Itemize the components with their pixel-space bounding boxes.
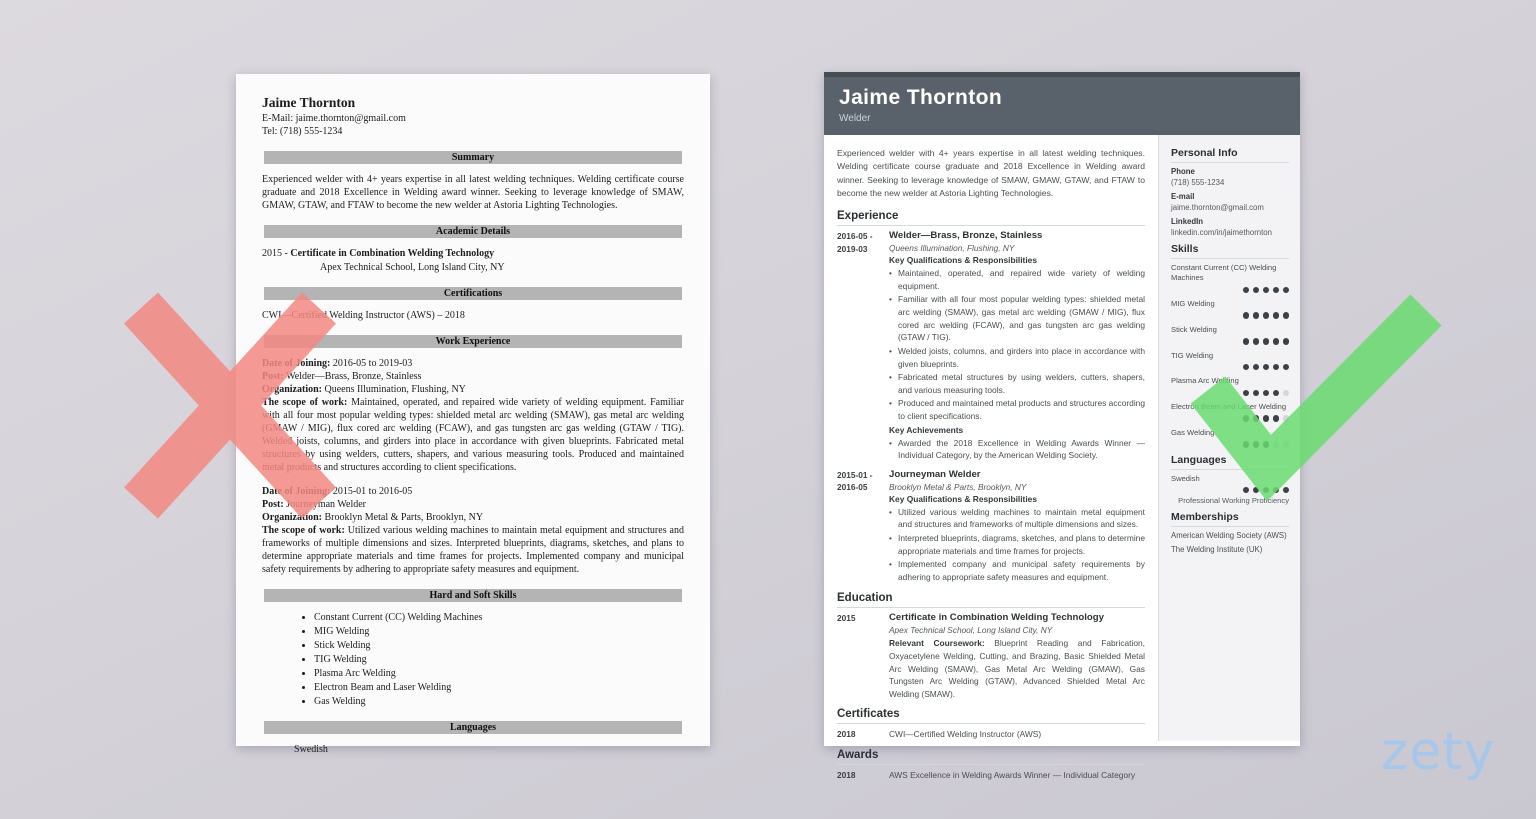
sidebar-heading-memberships: Memberships bbox=[1171, 511, 1289, 527]
dot-filled bbox=[1253, 364, 1260, 371]
sidebar-skill bbox=[1171, 351, 1289, 371]
achievements-list bbox=[889, 437, 1145, 462]
section-bar-languages: Languages bbox=[264, 721, 682, 734]
sidebar-skill-name: Constant Current (CC) Welding Machines bbox=[1171, 263, 1277, 283]
work-field-label: Organization: bbox=[262, 511, 325, 523]
work-field-label: Date of Joining: bbox=[262, 485, 333, 497]
certification-text: CWI—Certified Welding Instructor (AWS) – 2018 bbox=[262, 309, 465, 321]
skill-level-dots bbox=[1171, 441, 1289, 448]
qualifications-label: Key Qualifications & Responsibilities bbox=[889, 255, 1037, 266]
right-resume-job-title: Welder bbox=[839, 113, 871, 124]
work-field: Post: Welder—Brass, Bronze, Stainless bbox=[262, 370, 422, 382]
work-field-label: Organization: bbox=[262, 383, 325, 395]
sidebar-heading-personal-info: Personal Info bbox=[1171, 147, 1289, 163]
work-scope: The scope of work: Maintained, operated, and repaired wide variety of welding equipment. Familiar with all four most popular welding types: shielded metal arc welding (SMAW), gas metal arc welding (GMAW / MIG), flux cored arc welding (FCAW), and gas tungsten arc gas welding (GTAW / TIG). Welded joists, columns, and girders into place in accordance with given blueprints. Fabricated metal structures by using welders, cutters, shapers, and various measuring tools. Produced and maintained metal products and structures according to client specifications. bbox=[262, 396, 684, 473]
sidebar-language bbox=[1171, 474, 1289, 506]
zety-logo[interactable]: zety bbox=[1381, 722, 1496, 782]
education-degree: Certificate in Combination Welding Technology bbox=[889, 612, 1104, 624]
dot-filled bbox=[1253, 415, 1260, 422]
sidebar-skill bbox=[1171, 402, 1289, 422]
sidebar-skill-name: Plasma Arc Welding bbox=[1171, 376, 1239, 386]
left-resume-phone: Tel: (718) 555-1234 bbox=[262, 125, 343, 137]
dot-filled bbox=[1283, 487, 1290, 494]
skill-level-dots bbox=[1171, 390, 1289, 397]
work-field: Post: Journeyman Welder bbox=[262, 498, 366, 510]
dot-filled bbox=[1273, 312, 1280, 319]
section-bar-skills: Hard and Soft Skills bbox=[264, 589, 682, 602]
dot-filled bbox=[1243, 415, 1250, 422]
sidebar-heading-languages: Languages bbox=[1171, 454, 1289, 470]
experience-company: Brooklyn Metal & Parts, Brooklyn, NY bbox=[889, 481, 1027, 492]
languages-list: Swedish bbox=[294, 743, 328, 755]
award-entry bbox=[837, 769, 1145, 781]
work-entry bbox=[262, 357, 684, 474]
sidebar-skill-name: Gas Welding bbox=[1171, 427, 1215, 437]
dot-filled bbox=[1243, 390, 1250, 397]
section-bar-work-experience: Work Experience bbox=[264, 335, 682, 348]
qualification-item: • Utilized various welding machines to maintain metal equipment and structures and frameworks of multiple dimensions and sizes. bbox=[889, 506, 1145, 531]
achievement-item: • Awarded the 2018 Excellence in Welding Awards Winner — Individual Category, by the American Welding Society. bbox=[889, 437, 1145, 462]
certificate-text: CWI—Certified Welding Instructor (AWS) bbox=[889, 729, 1042, 740]
personal-info-field bbox=[1171, 192, 1289, 212]
qualification-item: • Familiar with all four most popular welding types: shielded metal arc welding (SMAW), gas metal arc welding (GMAW / MIG), flux cored arc welding (FCAW), and gas tungsten arc gas welding (GTAW / TIG). bbox=[889, 293, 1145, 343]
sidebar-skill bbox=[1171, 299, 1289, 319]
skill-bullet-item: • Plasma Arc Welding bbox=[314, 667, 684, 680]
field-value: jaime.thornton@gmail.com bbox=[1171, 203, 1264, 212]
section-heading-experience: Experience bbox=[837, 210, 1145, 226]
experience-entry bbox=[837, 230, 1145, 463]
dot-empty bbox=[1283, 390, 1290, 397]
left-resume-name: Jaime Thornton bbox=[262, 95, 356, 110]
resume-sidebar bbox=[1158, 135, 1300, 741]
qualification-item: • Interpreted blueprints, diagrams, sketches, and plans to determine appropriate materials and time frames for projects. bbox=[889, 532, 1145, 557]
dot-filled bbox=[1243, 441, 1250, 448]
date-start: 2016-05 - bbox=[837, 231, 873, 242]
skill-level-dots bbox=[1171, 487, 1289, 494]
language-proficiency-caption: Professional Working Proficiency bbox=[1178, 496, 1289, 506]
work-field: Organization: Brooklyn Metal & Parts, Brooklyn, NY bbox=[262, 511, 484, 523]
sidebar-memberships-list bbox=[1171, 531, 1289, 554]
work-field-label: Post: bbox=[262, 370, 287, 382]
award-text: AWS Excellence in Welding Awards Winner — Individual Category bbox=[889, 769, 1136, 780]
dot-empty bbox=[1283, 415, 1290, 422]
experience-entries bbox=[837, 230, 1145, 584]
dot-filled bbox=[1283, 338, 1290, 345]
education-year: 2015 bbox=[837, 613, 856, 624]
sidebar-skill bbox=[1171, 325, 1289, 345]
dot-filled bbox=[1243, 487, 1250, 494]
resume-summary: Experienced welder with 4+ years expertise in all latest welding techniques. Welding certificate course graduate and 2018 Excellence in Welding award winner. Seeking to leverage knowledge of SMAW, GMAW, GTAW, and FTAW to become the new welder at Astoria Lighting Technologies. bbox=[837, 148, 1145, 198]
date-start: 2015-01 - bbox=[837, 469, 873, 480]
section-heading-education: Education bbox=[837, 592, 1145, 608]
section-heading-certificates: Certificates bbox=[837, 708, 1145, 724]
work-field: Date of Joining: 2015-01 to 2016-05 bbox=[262, 485, 413, 497]
experience-details bbox=[889, 230, 1145, 463]
qualifications-list bbox=[889, 267, 1145, 422]
education-entry bbox=[837, 612, 1145, 700]
experience-details bbox=[889, 469, 1145, 585]
skill-bullet-item: • MIG Welding bbox=[314, 625, 684, 638]
left-resume-email: E-Mail: jaime.thornton@gmail.com bbox=[262, 112, 406, 124]
work-field-label: Date of Joining: bbox=[262, 357, 333, 369]
work-scope-label: The scope of work: bbox=[262, 524, 348, 536]
education-coursework bbox=[889, 637, 1145, 700]
experience-job-title: Journeyman Welder bbox=[889, 468, 981, 480]
resume-main-column bbox=[824, 135, 1158, 780]
qualification-item: • Fabricated metal structures by using welders, cutters, shapers, and various measuring tools. bbox=[889, 371, 1145, 396]
dot-filled bbox=[1263, 338, 1270, 345]
experience-job-title: Welder—Brass, Bronze, Stainless bbox=[889, 230, 1043, 242]
experience-dates bbox=[837, 230, 889, 463]
dot-filled bbox=[1253, 338, 1260, 345]
personal-info-fields bbox=[1171, 167, 1289, 237]
dot-filled bbox=[1253, 312, 1260, 319]
field-label: E-mail bbox=[1171, 192, 1195, 201]
skill-level-dots bbox=[1171, 287, 1289, 294]
sidebar-skill-name: Electron Beam and Laser Welding bbox=[1171, 402, 1287, 411]
certificate-year: 2018 bbox=[837, 729, 856, 740]
sidebar-skill-name: Stick Welding bbox=[1171, 324, 1217, 334]
field-label: LinkedIn bbox=[1171, 217, 1204, 226]
personal-info-field bbox=[1171, 167, 1289, 187]
qualifications-list bbox=[889, 506, 1145, 584]
section-heading-awards: Awards bbox=[837, 749, 1145, 765]
skill-level-dots bbox=[1171, 364, 1289, 371]
sidebar-skill-name: MIG Welding bbox=[1171, 299, 1215, 308]
resume-header-banner bbox=[824, 72, 1300, 135]
award-year: 2018 bbox=[837, 769, 856, 780]
sidebar-skills-list bbox=[1171, 263, 1289, 448]
dot-filled bbox=[1263, 441, 1270, 448]
academic-entry bbox=[262, 247, 684, 260]
work-field: Date of Joining: 2016-05 to 2019-03 bbox=[262, 357, 413, 369]
dot-filled bbox=[1273, 338, 1280, 345]
skill-bullet-item: • Stick Welding bbox=[314, 639, 684, 652]
dot-filled bbox=[1253, 441, 1260, 448]
work-scope: The scope of work: Utilized various welding machines to maintain metal equipment and structures and frameworks of multiple dimensions and sizes. Interpreted blueprints, diagrams, sketches, and plans to determine appropriate materials and time frames for projects. Implemented company and municipal safety requirements by adhering to appropriate safety measures and equipment. bbox=[262, 524, 684, 575]
skill-bullet-item: • TIG Welding bbox=[314, 653, 684, 666]
dot-filled bbox=[1273, 287, 1280, 294]
skill-level-dots bbox=[1171, 312, 1289, 319]
dot-filled bbox=[1283, 364, 1290, 371]
date-end: 2016-05 bbox=[837, 482, 868, 493]
skill-bullet-item: • Constant Current (CC) Welding Machines bbox=[314, 611, 684, 624]
academic-school: Apex Technical School, Long Island City, NY bbox=[320, 261, 505, 273]
dot-filled bbox=[1243, 312, 1250, 319]
dot-empty bbox=[1283, 441, 1290, 448]
work-experience-list bbox=[262, 357, 684, 576]
dot-filled bbox=[1263, 415, 1270, 422]
skill-bullet-item: • Electron Beam and Laser Welding bbox=[314, 681, 684, 694]
skills-bullet-list bbox=[262, 611, 684, 708]
date-end: 2019-03 bbox=[837, 243, 868, 254]
field-value: linkedin.com/in/jaimethornton bbox=[1171, 228, 1272, 237]
dot-filled bbox=[1273, 415, 1280, 422]
dot-empty bbox=[1273, 441, 1280, 448]
dot-filled bbox=[1273, 487, 1280, 494]
dot-filled bbox=[1283, 287, 1290, 294]
membership-item: The Welding Institute (UK) bbox=[1171, 545, 1263, 555]
education-school: Apex Technical School, Long Island City, NY bbox=[889, 625, 1053, 636]
experience-dates bbox=[837, 469, 889, 585]
qualification-item: • Produced and maintained metal products and structures according to client specifications. bbox=[889, 397, 1145, 422]
modern-resume-document bbox=[824, 72, 1300, 780]
personal-info-field bbox=[1171, 217, 1289, 237]
work-scope-label: The scope of work: bbox=[262, 396, 352, 408]
dot-filled bbox=[1263, 390, 1270, 397]
sidebar-skill bbox=[1171, 263, 1289, 293]
resume-body bbox=[824, 135, 1300, 780]
work-field-label: Post: bbox=[262, 498, 287, 510]
experience-company: Queens Illumination, Flushing, NY bbox=[889, 243, 1015, 254]
achievements-label: Key Achievements bbox=[889, 424, 964, 435]
work-field: Organization: Queens Illumination, Flushing, NY bbox=[262, 383, 466, 395]
qualification-item: • Maintained, operated, and repaired wide variety of welding equipment. bbox=[889, 267, 1145, 292]
qualification-item: • Welded joists, columns, and girders into place in accordance with given blueprints. bbox=[889, 345, 1145, 370]
coursework-text: Blueprint Reading and Fabrication, Oxyacetylene Welding, Cutting, and Brazing, Basic Shielded Metal Arc Welding (SMAW), Gas Metal Arc Welding (GMAW), Gas Tungsten Arc Welding (GTAW), Advanced Shielded Metal Arc Welding (SMAW). bbox=[889, 638, 1146, 699]
skill-level-dots bbox=[1171, 415, 1289, 422]
dot-filled bbox=[1263, 287, 1270, 294]
dot-filled bbox=[1263, 312, 1270, 319]
dot-filled bbox=[1283, 312, 1290, 319]
dot-filled bbox=[1263, 487, 1270, 494]
plain-resume-document bbox=[236, 74, 710, 755]
dot-filled bbox=[1273, 390, 1280, 397]
section-bar-certifications: Certifications bbox=[264, 287, 682, 300]
certificate-entry bbox=[837, 728, 1145, 740]
experience-entry bbox=[837, 469, 1145, 585]
academic-year: 2015 - bbox=[262, 247, 288, 259]
education-details bbox=[889, 612, 1145, 700]
coursework-label: Relevant Coursework: bbox=[889, 638, 985, 649]
dot-filled bbox=[1243, 287, 1250, 294]
dot-filled bbox=[1253, 487, 1260, 494]
dot-filled bbox=[1263, 364, 1270, 371]
qualifications-label: Key Qualifications & Responsibilities bbox=[889, 493, 1037, 504]
dot-filled bbox=[1253, 287, 1260, 294]
sidebar-heading-skills: Skills bbox=[1171, 243, 1289, 259]
section-bar-academic: Academic Details bbox=[264, 225, 682, 238]
sidebar-languages-list bbox=[1171, 474, 1289, 506]
sidebar-skill bbox=[1171, 376, 1289, 396]
academic-degree: Certificate in Combination Welding Technology bbox=[290, 247, 495, 259]
dot-filled bbox=[1243, 364, 1250, 371]
skill-level-dots bbox=[1171, 338, 1289, 345]
field-label: Phone bbox=[1171, 167, 1195, 176]
sidebar-skill bbox=[1171, 428, 1289, 448]
work-entry bbox=[262, 485, 684, 576]
section-bar-summary: Summary bbox=[264, 151, 682, 164]
summary-text: Experienced welder with 4+ years expertise in all latest welding techniques. Welding certificate course graduate and 2018 Excellence in Welding award winner. Seeking to leverage knowledge of SMAW, GMAW, GTAW, and FTAW to become the new welder at Astoria Lighting Technologies. bbox=[262, 173, 684, 211]
right-resume-name: Jaime Thornton bbox=[839, 86, 1003, 109]
sidebar-skill-name: TIG Welding bbox=[1171, 350, 1214, 360]
dot-filled bbox=[1243, 338, 1250, 345]
field-value: (718) 555-1234 bbox=[1171, 178, 1225, 187]
dot-filled bbox=[1273, 364, 1280, 371]
qualification-item: • Implemented company and municipal safety requirements by adhering to appropriate safety measures and equipment. bbox=[889, 558, 1145, 583]
sidebar-language-name: Swedish bbox=[1171, 473, 1200, 483]
skill-bullet-item: • Gas Welding bbox=[314, 695, 684, 708]
dot-filled bbox=[1253, 390, 1260, 397]
membership-item: American Welding Society (AWS) bbox=[1171, 531, 1287, 541]
